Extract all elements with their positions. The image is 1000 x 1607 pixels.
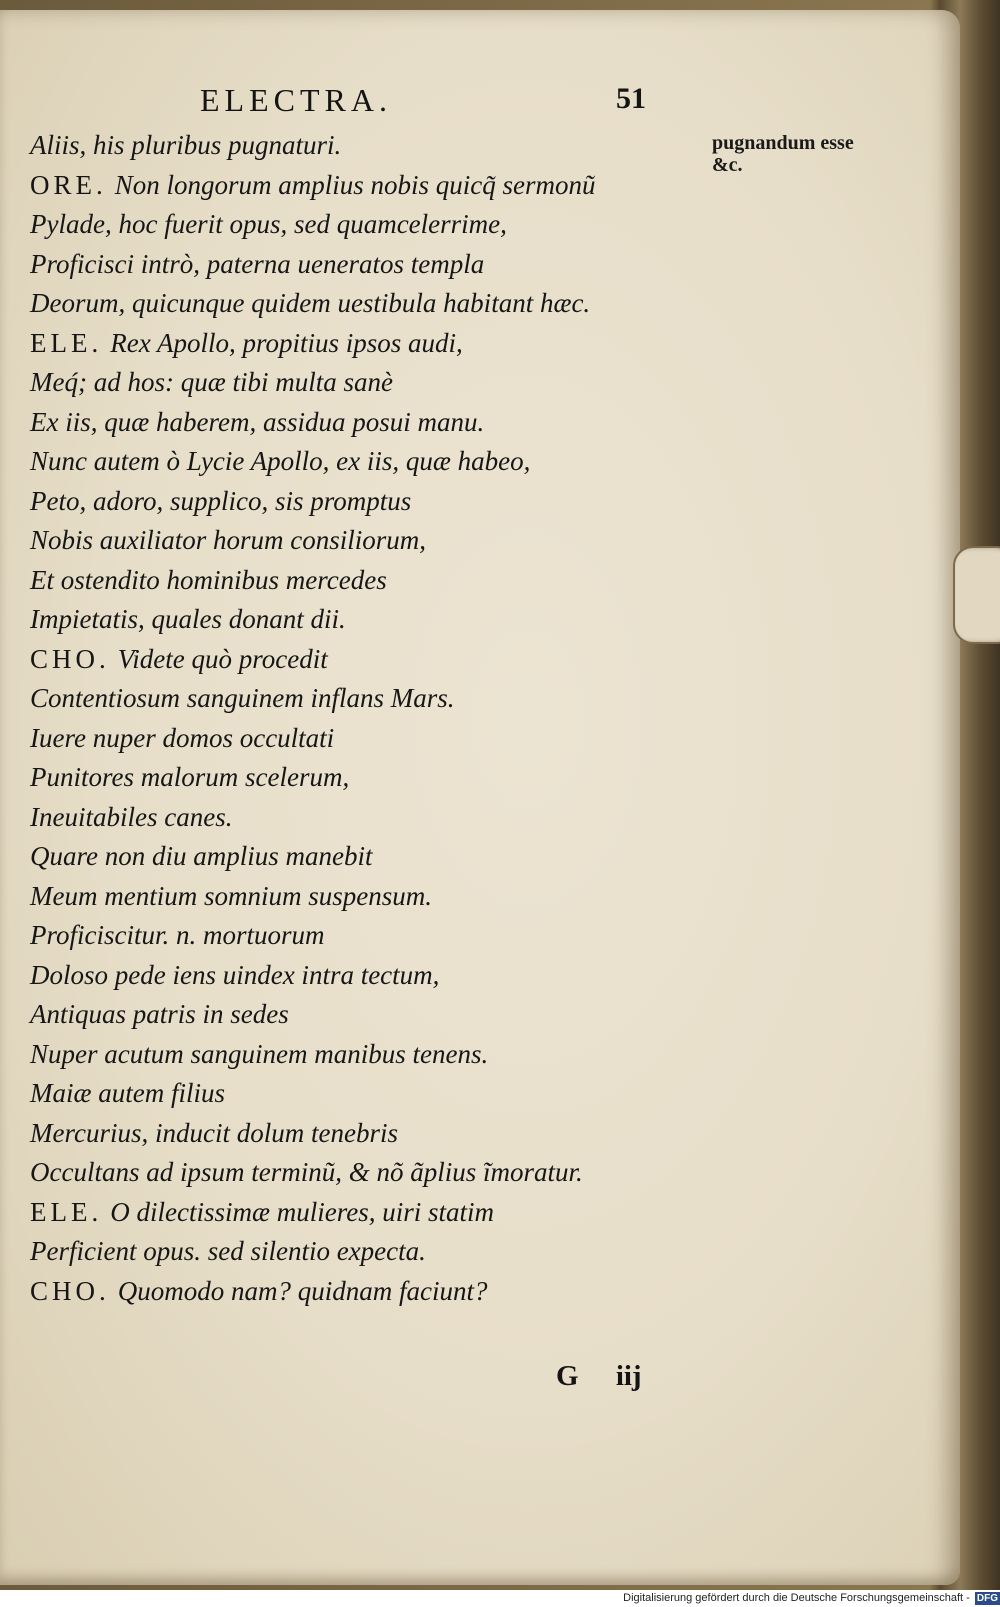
text-line <box>30 1272 730 1312</box>
line-text: Nuper acutum sanguinem manibus tenens. <box>30 1038 489 1069</box>
text-line <box>30 877 730 917</box>
signature-letter: G <box>556 1360 579 1392</box>
text-line <box>30 166 730 206</box>
text-line <box>30 798 730 838</box>
line-text: Peto, adoro, supplico, sis promptus <box>30 485 412 516</box>
line-text: Impietatis, quales donant dii. <box>30 604 346 634</box>
folio-number: 51 <box>616 82 646 115</box>
line-text: Proficiscitur. n. mortuorum <box>30 920 325 950</box>
line-text: Maiæ autem filius <box>30 1078 225 1108</box>
signature-mark <box>556 1360 642 1393</box>
digitization-credit <box>590 1590 1000 1607</box>
text-line <box>30 600 730 640</box>
text-line <box>30 1074 730 1114</box>
line-text: O dilectissimæ mulieres, uiri statim <box>110 1196 494 1227</box>
text-line <box>30 1035 730 1075</box>
line-text: Contentiosum sanguinem inflans Mars. <box>30 683 455 713</box>
line-text: Perficient opus. sed silentio expecta. <box>30 1236 426 1266</box>
margin-note-line: &c. <box>712 154 743 176</box>
line-text: Punitores malorum scelerum, <box>30 762 350 792</box>
text-line <box>30 245 730 285</box>
text-line <box>30 640 730 680</box>
line-text: Occultans ad ipsum terminũ, & nõ ãplius ĩmoratur. <box>30 1157 583 1187</box>
line-text: Nobis auxiliator horum consiliorum, <box>30 525 427 555</box>
text-line <box>30 324 730 364</box>
line-text: Iuere nuper domos occultati <box>30 722 335 753</box>
line-text: Mercurius, inducit dolum tenebris <box>30 1117 398 1148</box>
line-text: Rex Apollo, propitius ipsos audi, <box>110 327 463 358</box>
line-text: Meum mentium somnium suspensum. <box>30 880 432 911</box>
line-text: Aliis, his pluribus pugnaturi. <box>30 130 342 160</box>
text-line <box>30 719 730 759</box>
main-text <box>30 126 730 1311</box>
text-line <box>30 521 730 561</box>
line-text: Antiquas patris in sedes <box>30 999 289 1029</box>
line-text: Et ostendito hominibus mercedes <box>30 564 387 595</box>
line-text: Non longorum amplius nobis quicq̃ sermonũ <box>114 169 596 200</box>
speaker-label: ELE. <box>30 1196 103 1227</box>
line-text: Ex iis, quæ haberem, assidua posui manu. <box>30 406 485 437</box>
line-text: Proficisci intrò, paterna ueneratos templa <box>30 248 485 279</box>
line-text: Nunc autem ò Lycie Apollo, ex iis, quæ habeo, <box>30 446 531 476</box>
text-line <box>30 837 730 877</box>
text-line <box>30 561 730 601</box>
text-line <box>30 482 730 522</box>
speaker-label: ORE. <box>30 169 107 200</box>
margin-note-line: pugnandum esse <box>712 132 854 154</box>
credit-text: Digitalisierung gefördert durch die Deutsche Forschungsgemeinschaft - <box>623 1592 970 1604</box>
text-line <box>30 126 730 166</box>
text-line <box>30 956 730 996</box>
margin-note <box>712 132 892 176</box>
line-text: Quomodo nam? quidnam faciunt? <box>117 1275 488 1306</box>
line-text: Ineuitabiles canes. <box>30 801 233 832</box>
text-line <box>30 363 730 403</box>
line-text: Deorum, quicunque quidem uestibula habitant hæc. <box>30 288 591 318</box>
text-line <box>30 1232 730 1272</box>
text-line <box>30 403 730 443</box>
text-line <box>30 916 730 956</box>
text-line <box>30 758 730 798</box>
text-line <box>30 679 730 719</box>
text-line <box>30 442 730 482</box>
line-text: Videte quò procedit <box>117 643 328 674</box>
speaker-label: CHO. <box>30 1275 110 1306</box>
line-text: Pylade, hoc fuerit opus, sed quamcelerrime, <box>30 209 507 239</box>
speaker-label: CHO. <box>30 643 110 674</box>
running-header <box>200 82 660 122</box>
text-line <box>30 284 730 324</box>
text-line <box>30 205 730 245</box>
line-text: Quare non diu amplius manebit <box>30 841 373 871</box>
running-title: ELECTRA. <box>200 82 392 118</box>
text-line <box>30 1153 730 1193</box>
text-line <box>30 1114 730 1154</box>
text-line <box>30 995 730 1035</box>
text-line <box>30 1193 730 1233</box>
dfg-logo: DFG <box>976 1593 998 1604</box>
page-tab <box>953 546 1000 644</box>
line-text: Meq́; ad hos: quæ tibi multa sanè <box>30 367 393 397</box>
line-text: Doloso pede iens uindex intra tectum, <box>30 959 440 990</box>
signature-number: iij <box>615 1360 642 1392</box>
speaker-label: ELE. <box>30 327 103 358</box>
